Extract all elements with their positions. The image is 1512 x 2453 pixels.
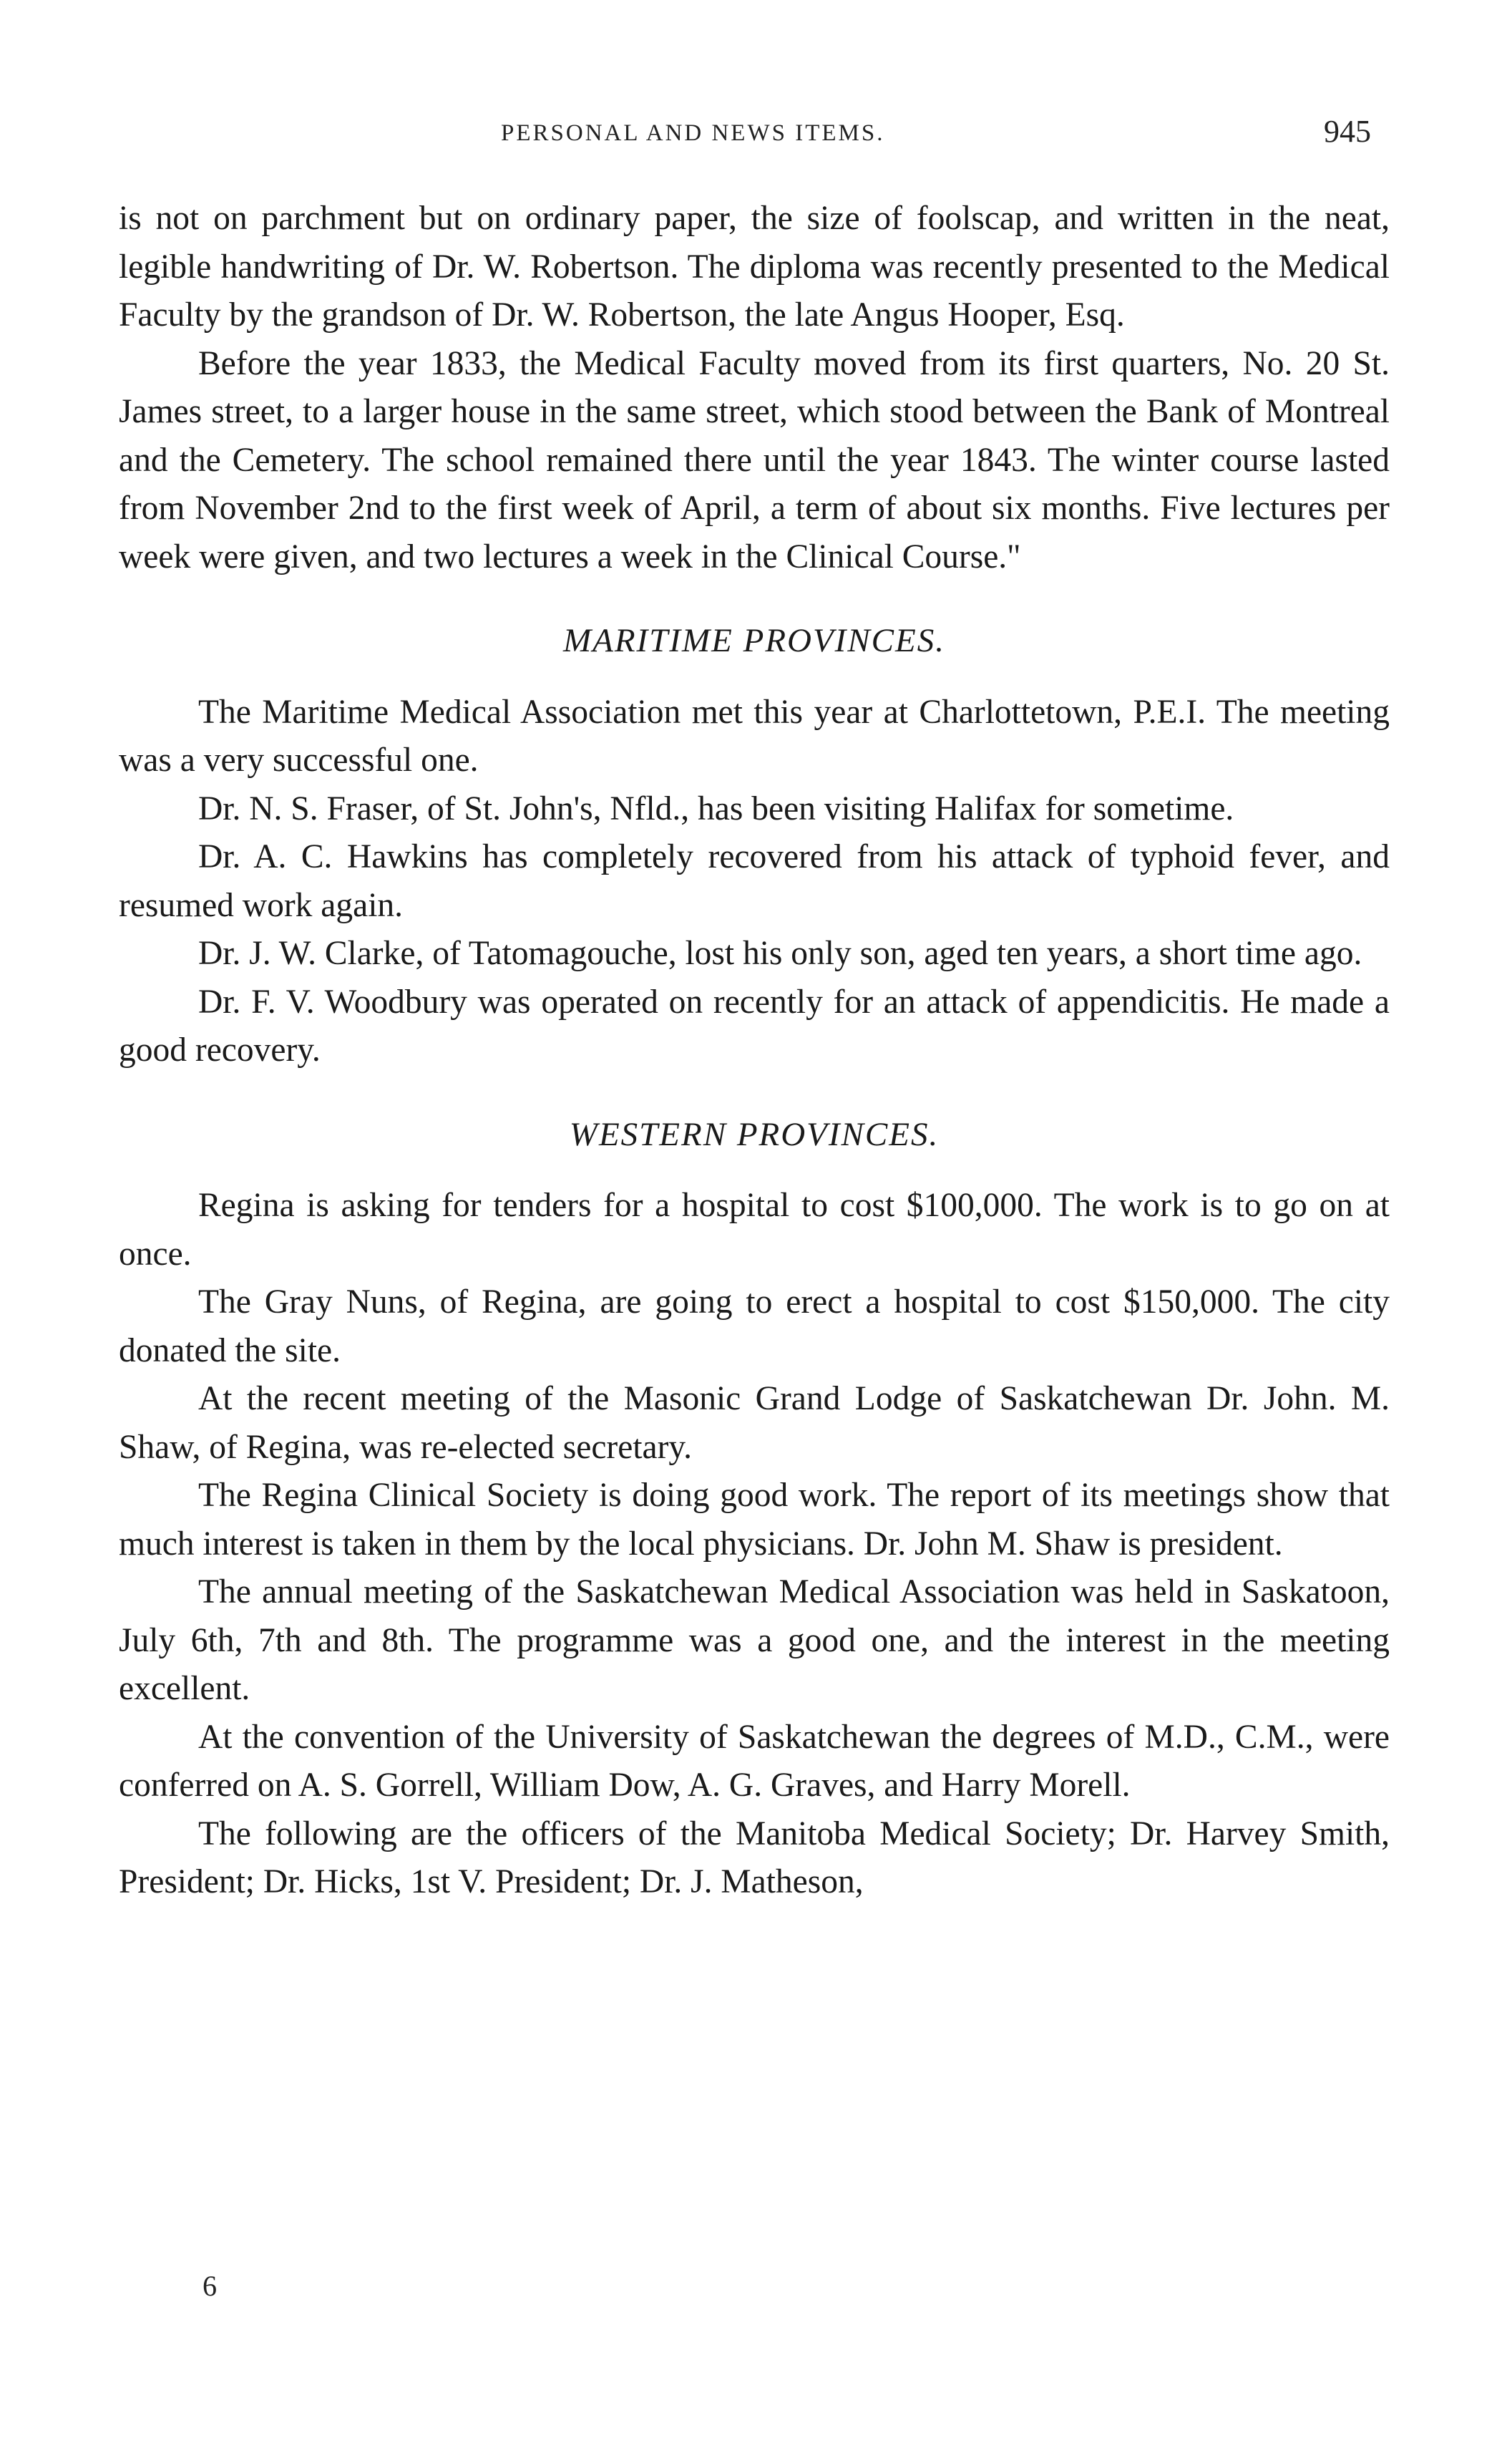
section-heading-maritime: MARITIME PROVINCES. (562, 622, 945, 659)
paragraph: The annual meeting of the Saskatchewan Medical Association was held in Saskatoon, July 6th, 7th and 8th. The programme was a good one, and the interest in the meeting excellent. (119, 1573, 1390, 1707)
paragraph: The following are the officers of the Manitoba Medical Society; Dr. Harvey Smith, President; Dr. Hicks, 1st V. President; Dr. J. Matheson, (119, 1815, 1390, 1900)
paragraph: The Maritime Medical Association met this year at Charlottetown, P.E.I. The meeting was a very successful one. (119, 693, 1390, 779)
paragraph: The Regina Clinical Society is doing good work. The report of its meetings show that much interest is taken in them by the local physicians. Dr. John M. Shaw is president. (119, 1477, 1390, 1563)
paragraph: At the recent meeting of the Masonic Grand Lodge of Saskatchewan Dr. John. M. Shaw, of Regina, was re-elected secretary. (119, 1380, 1390, 1466)
page-number: 945 (1324, 114, 1371, 149)
paragraph: The Gray Nuns, of Regina, are going to erect a hospital to cost $150,000. The city donated the site. (119, 1283, 1390, 1369)
paragraph: Dr. J. W. Clarke, of Tatomagouche, lost his only son, aged ten years, a short time ago. (198, 935, 1362, 972)
body-text (119, 195, 1390, 1907)
paragraph: Before the year 1833, the Medical Faculty moved from its first quarters, No. 20 St. James street, to a larger house in the same street, which stood between the Bank of Montreal and the Cemetery. The school remained there until the year 1843. The winter course lasted from November 2nd to the first week of April, a term of about six months. Five lectures per week were given, and two lectures a week in the Clinical Course." (119, 344, 1390, 575)
paragraph: Regina is asking for tenders for a hospital to cost $100,000. The work is to go on at once. (119, 1187, 1390, 1273)
signature-mark: 6 (203, 2270, 217, 2302)
paragraph: is not on parchment but on ordinary paper, the size of foolscap, and written in the neat, legible handwriting of Dr. W. Robertson. The diploma was recently presented to the Medical Faculty by the grandson of Dr. W. Robertson, the late Angus Hooper, Esq. (119, 200, 1390, 334)
section-heading-western: WESTERN PROVINCES. (569, 1115, 940, 1153)
paragraph: Dr. A. C. Hawkins has completely recovered from his attack of typhoid fever, and resumed work again. (119, 838, 1390, 924)
paragraph: Dr. N. S. Fraser, of St. John's, Nfld., has been visiting Halifax for sometime. (198, 790, 1234, 827)
running-head: PERSONAL AND NEWS ITEMS. (501, 120, 885, 146)
paragraph: At the convention of the University of Saskatchewan the degrees of M.D., C.M., were conferred on A. S. Gorrell, William Dow, A. G. Graves, and Harry Morell. (119, 1718, 1390, 1804)
paragraph: Dr. F. V. Woodbury was operated on recently for an attack of appendicitis. He made a good recovery. (119, 983, 1390, 1069)
